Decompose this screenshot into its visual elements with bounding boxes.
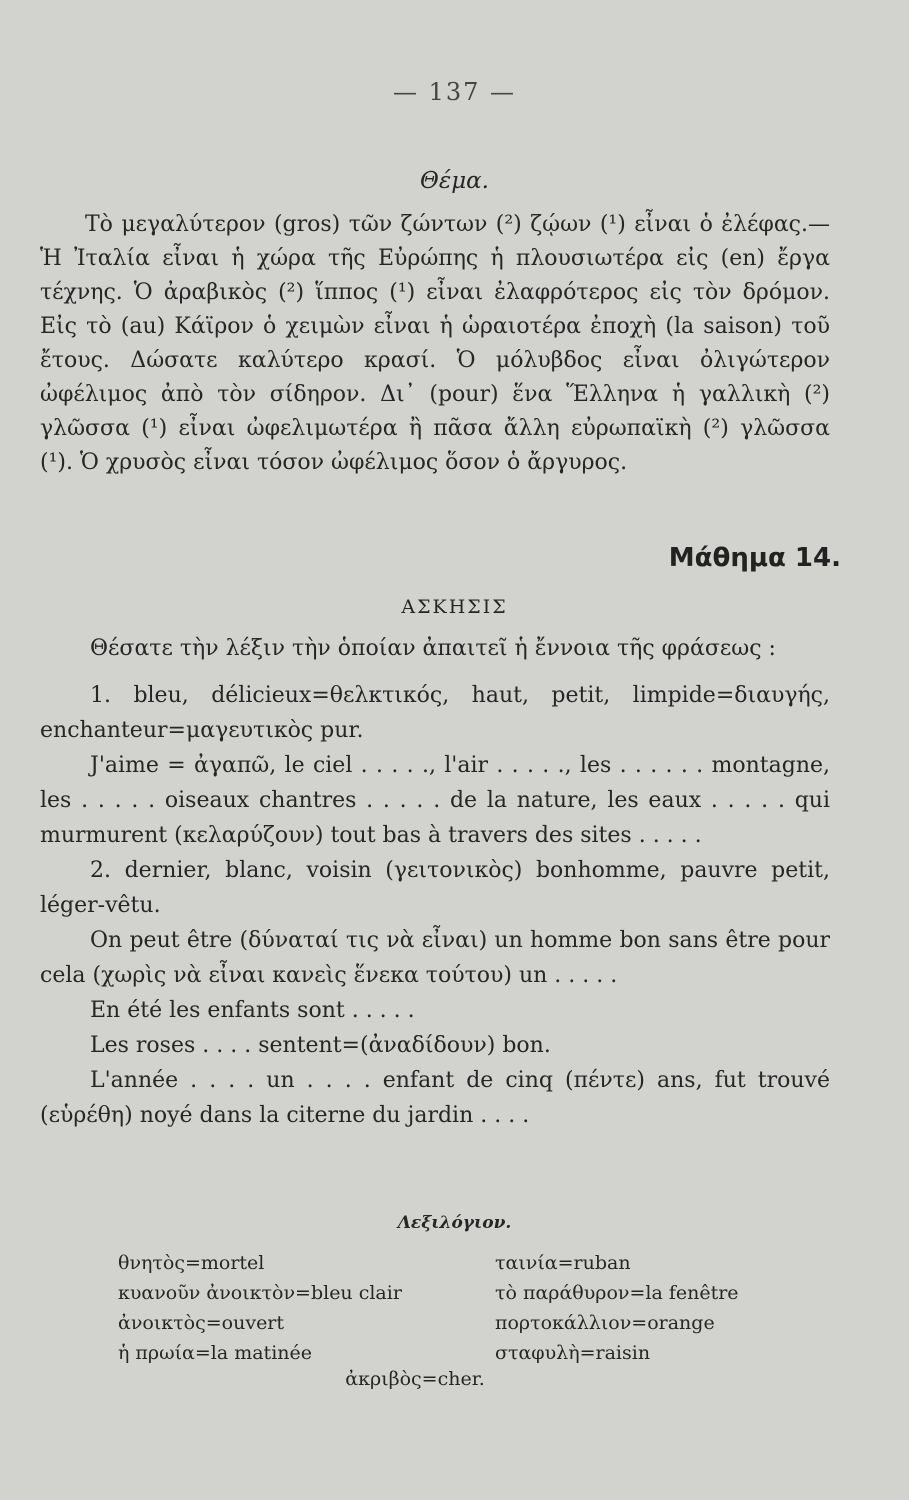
vocabulary-item: σταφυλὴ=raisin	[495, 1342, 651, 1364]
vocabulary-right-column	[495, 1248, 739, 1368]
vocabulary-item: ἀνοικτὸς=ouvert	[118, 1312, 285, 1334]
page-number: — 137 —	[392, 78, 517, 106]
exercise-paragraph: 2. dernier, blanc, voisin (γειτονικὸς) bonhomme, pauvre petit, léger-vêtu.	[40, 858, 830, 918]
vocabulary-item: θνητὸς=mortel	[118, 1252, 265, 1274]
theme-title: Θέμα.	[420, 168, 489, 194]
exercise-instruction: Θέσατε τὴν λέξιν τὴν ὁποίαν ἀπαιτεῖ ἡ ἔννοια τῆς φράσεως :	[90, 636, 776, 661]
vocabulary-center-item: ἀκριβὸς=cher.	[345, 1368, 485, 1390]
exercise-paragraph: J'aime = ἀγαπῶ, le ciel . . . . ., l'air . . . . ., les . . . . . . montagne, les . . . . . oiseaux chantres . . . . . de la nature, les eaux . . . . . qui murmurent (κελαρύζουν) tout bas à travers des sites . . . . .	[40, 753, 830, 848]
vocabulary-item: πορτοκάλλιον=orange	[495, 1312, 715, 1334]
exercise-text	[40, 678, 830, 1133]
exercise-paragraph: En été les enfants sont . . . . .	[90, 998, 415, 1023]
theme-paragraph: Τὸ μεγαλύτερον (gros) τῶν ζώντων (²) ζῴων (¹) εἶναι ὁ ἐλέφας.—Ἡ Ἰταλία εἶναι ἡ χώρα τῆς Εὐρώπης ἡ πλουσιωτέρα εἰς (en) ἔργα τέχνης. Ὁ ἀραβικὸς (²) ἵππος (¹) εἶναι ἐλαφρότερος εἰς τὸν δρόμον. Εἰς τὸ (au) Κάϊρον ὁ χειμὼν εἶναι ἡ ὡραιοτέρα ἐποχὴ (la saison) τοῦ ἔτους. Δώσατε καλύτερο κρασί. Ὁ μόλυβδος εἶναι ὀλιγώτερον ὠφέλιμος ἀπὸ τὸν σίδηρον. Δι᾽ (pour) ἕνα Ἕλληνα ἡ γαλλικὴ (²) γλῶσσα (¹) εἶναι ὠφελιμωτέρα ἢ πᾶσα ἄλλη εὐρωπαϊκὴ (²) γλῶσσα (¹). Ὁ χρυσὸς εἶναι τόσον ὠφέλιμος ὅσον ὁ ἄργυρος.	[40, 212, 830, 475]
vocabulary-left-column	[118, 1248, 402, 1368]
lesson-heading: Μάθημα 14.	[668, 543, 841, 573]
vocabulary-item: ταινία=ruban	[495, 1252, 631, 1274]
exercise-paragraph: L'année . . . . un . . . . enfant de cinq (πέντε) ans, fut trouvé (εὑρέθη) noyé dans la citerne du jardin . . . .	[40, 1068, 830, 1128]
exercise-heading: ΑΣΚΗΣΙΣ	[401, 596, 508, 618]
exercise-paragraph: On peut être (δύναταί τις νὰ εἶναι) un homme bon sans être pour cela (χωρὶς νὰ εἶναι κανεὶς ἕνεκα τούτου) un . . . . .	[40, 928, 830, 988]
vocabulary-item: τὸ παράθυρον=la fenêtre	[495, 1282, 739, 1304]
vocabulary-heading: Λεξιλόγιον.	[397, 1213, 512, 1233]
exercise-paragraph: Les roses . . . . sentent=(ἀναδίδουν) bon.	[90, 1033, 551, 1058]
vocabulary-item: ἡ πρωία=la matinée	[118, 1342, 312, 1364]
exercise-paragraph: 1. bleu, délicieux=θελκτικός, haut, petit, limpide=διαυγής, enchanteur=μαγευτικὸς pur.	[40, 683, 830, 743]
vocabulary-item: κυανοῦν ἀνοικτὸν=bleu clair	[118, 1282, 402, 1304]
